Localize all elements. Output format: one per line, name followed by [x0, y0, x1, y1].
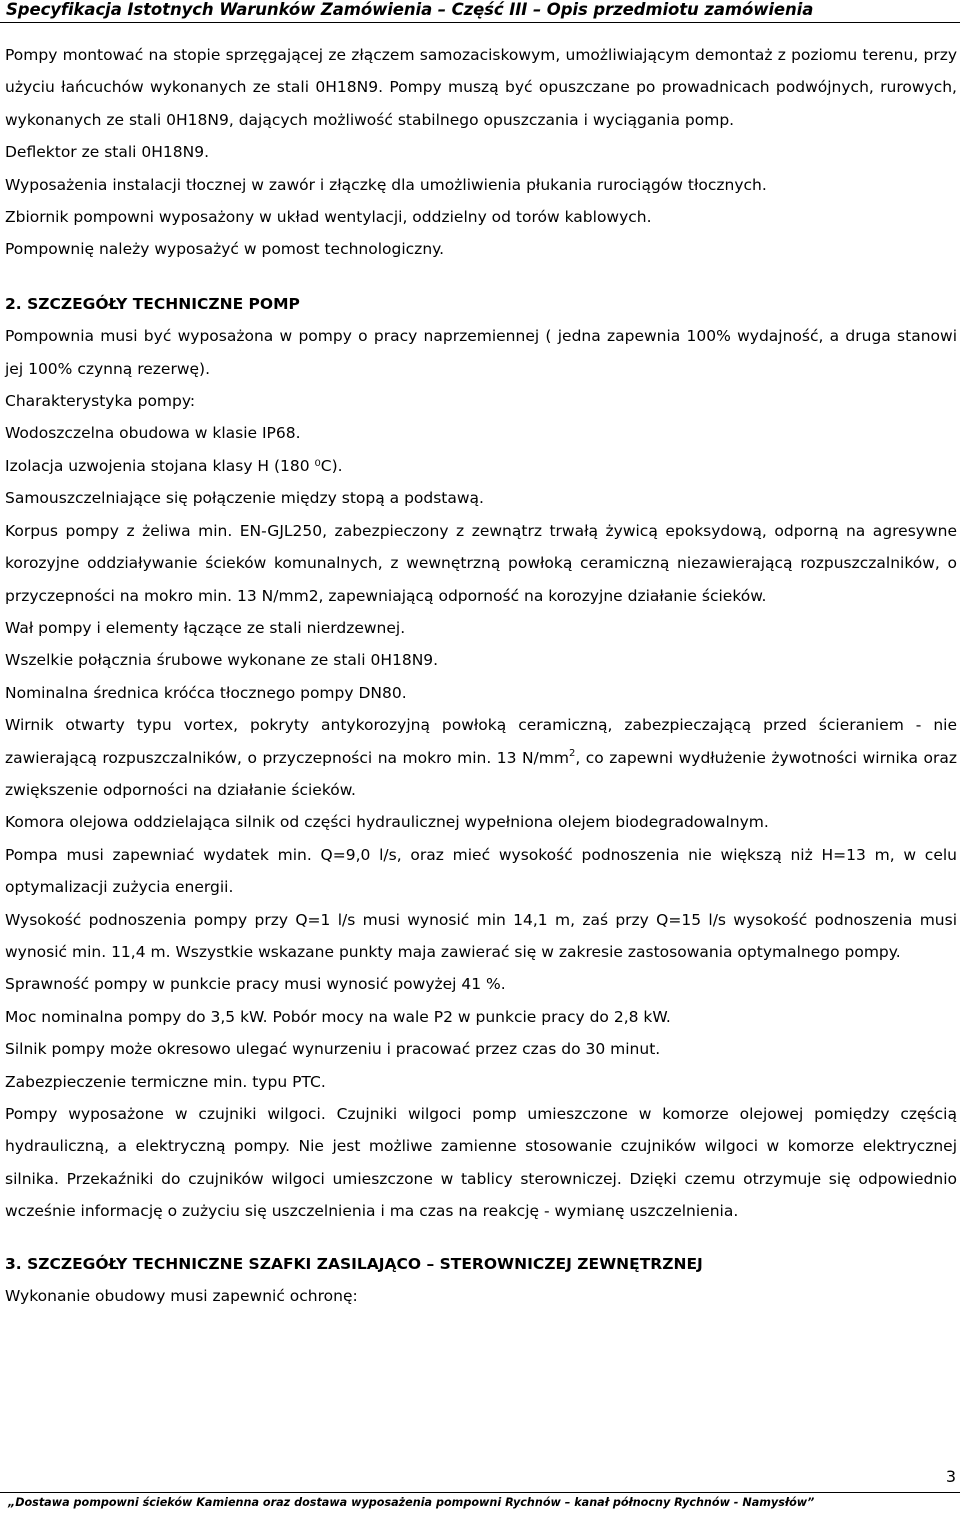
footer-text: „Dostawa pompowni ścieków Kamienna oraz dostawa wyposażenia pompowni Rychnów – kanał północny Rychnów - Namysłów” — [8, 1496, 815, 1509]
paragraph-shaft: Wał pompy i elementy łączące ze stali nierdzewnej. — [5, 618, 406, 637]
paragraph-oil-chamber: Komora olejowa oddzielająca silnik od części hydraulicznej wypełniona olejem biodegradowalnym. — [5, 813, 769, 832]
paragraph-pump-characteristics: Charakterystyka pompy: — [5, 392, 196, 411]
header-divider — [0, 22, 960, 23]
impeller-text-start: Wirnik otwarty typu vortex, pokryty antykorozyjną powłoką ceramiczną, zabezpieczającą przed ścieraniem - nie zawierającą rozpuszczalników, o przyczepności na mokro min. 13 N/mm — [5, 716, 957, 767]
page-number: 3 — [945, 1467, 956, 1486]
superscript-exponent: 2 — [568, 747, 576, 759]
paragraph-alternating-pumps: Pompownia musi być wyposażona w pompy o pracy naprzemiennej ( jedna zapewnia 100% wydajność, a druga stanowi jej 100% czynną rezerwę). — [5, 327, 957, 378]
paragraph-head-height: Wysokość podnoszenia pompy przy Q=1 l/s musi wynosić min 14,1 m, zaś przy Q=15 l/s wysokość podnoszenia musi wynosić min. 11,4 m. Wszystkie wskazane punkty maja zawierać się w zakresie zastosowania optymalnego pompy. — [5, 910, 957, 961]
paragraph-winding-insulation: Izolacja uzwojenia stojana klasy H (180 ⁰C). — [5, 456, 343, 475]
paragraph-enclosure-protection: Wykonanie obudowy musi zapewnić ochronę: — [5, 1287, 358, 1306]
header-title: Specyfikacja Istotnych Warunków Zamówienia – Część III – Opis przedmiotu zamówienia — [6, 0, 814, 19]
impeller-text-end: , co zapewni wydłużenie żywotności wirnika oraz zwiększenie odporności na działanie ścieków. — [5, 748, 957, 799]
paragraph-self-sealing-connection: Samouszczelniające się połączenie między stopą a podstawą. — [5, 489, 484, 508]
paragraph-flow-rate: Pompa musi zapewniać wydatek min. Q=9,0 l/s, oraz mieć wysokość podnoszenia nie większą niż H=13 m, w celu optymalizacji zużycia energii. — [5, 845, 957, 897]
paragraph-pump-casing: Korpus pompy z żeliwa min. EN-GJL250, zabezpieczony z zewnątrz trwałą żywicą epoksydową, odporną na agresywne korozyjne oddziaływanie ścieków komunalnych, z wewnętrzną powłoką ceramiczną niezawierającą rozpuszczalników, o przyczepności na mokro min. 13 N/mm2, zapewniającą odporność na korozyjne działanie ścieków. — [5, 521, 957, 605]
section-2-heading: 2. SZCZEGÓŁY TECHNICZNE POMP — [5, 294, 300, 313]
footer-divider — [0, 1492, 960, 1493]
paragraph-bolted-connections: Wszelkie połącznia śrubowe wykonane ze stali 0H18N9. — [5, 651, 439, 670]
paragraph-power: Moc nominalna pompy do 3,5 kW. Pobór mocy na wale P2 w punkcie pracy do 2,8 kW. — [5, 1007, 671, 1026]
paragraph-discharge-diameter: Nominalna średnica króćca tłocznego pompy DN80. — [5, 683, 407, 702]
paragraph-enclosure-ip68: Wodoszczelna obudowa w klasie IP68. — [5, 424, 301, 443]
paragraph-discharge-installation: Wyposażenia instalacji tłocznej w zawór i złączkę dla umożliwienia płukania rurociągów tłocznych. — [5, 175, 767, 194]
section-3-heading: 3. SZCZEGÓŁY TECHNICZNE SZAFKI ZASILAJĄCO – STEROWNICZEJ ZEWNĘTRZNEJ — [5, 1254, 703, 1273]
paragraph-impeller — [5, 709, 957, 806]
spacer — [5, 266, 957, 288]
paragraph-tank-ventilation: Zbiornik pompowni wyposażony w układ wentylacji, oddzielny od torów kablowych. — [5, 208, 652, 227]
page-header — [0, 0, 960, 30]
paragraph-thermal-protection: Zabezpieczenie termiczne min. typu PTC. — [5, 1072, 326, 1091]
paragraph-platform: Pompownię należy wyposażyć w pomost technologiczny. — [5, 240, 445, 259]
paragraph-efficiency: Sprawność pompy w punkcie pracy musi wynosić powyżej 41 %. — [5, 975, 506, 994]
paragraph-deflector: Deflektor ze stali 0H18N9. — [5, 143, 210, 162]
paragraph-moisture-sensors: Pompy wyposażone w czujniki wilgoci. Czujniki wilgoci pomp umieszczone w komorze olejowej pomiędzy częścią hydrauliczną, a elektryczną pompy. Nie jest możliwe zamienne stosowanie czujników wilgoci w komorze elektrycznej silnika. Przekaźniki do czujników wilgoci umieszczone w tablicy sterowniczej. Dzięki czemu otrzymuje się odpowiednio wcześnie informację o zużyciu się uszczelnienia i ma czas na reakcję - wymianę uszczelnienia. — [5, 1105, 957, 1221]
paragraph-pump-mounting: Pompy montować na stopie sprzęgającej ze złączem samozaciskowym, umożliwiającym demontaż z poziomu terenu, przy użyciu łańcuchów wykonanych ze stali 0H18N9. Pompy muszą być opuszczane po prowadnicach podwójnych, rurowych, wykonanych ze stali 0H18N9, dających możliwość stabilnego opuszczania i wyciągania pomp. — [5, 46, 957, 129]
document-body — [5, 39, 957, 1312]
paragraph-motor-emersion: Silnik pompy może okresowo ulegać wynurzeniu i pracować przez czas do 30 minut. — [5, 1040, 661, 1059]
spacer — [5, 1228, 957, 1248]
